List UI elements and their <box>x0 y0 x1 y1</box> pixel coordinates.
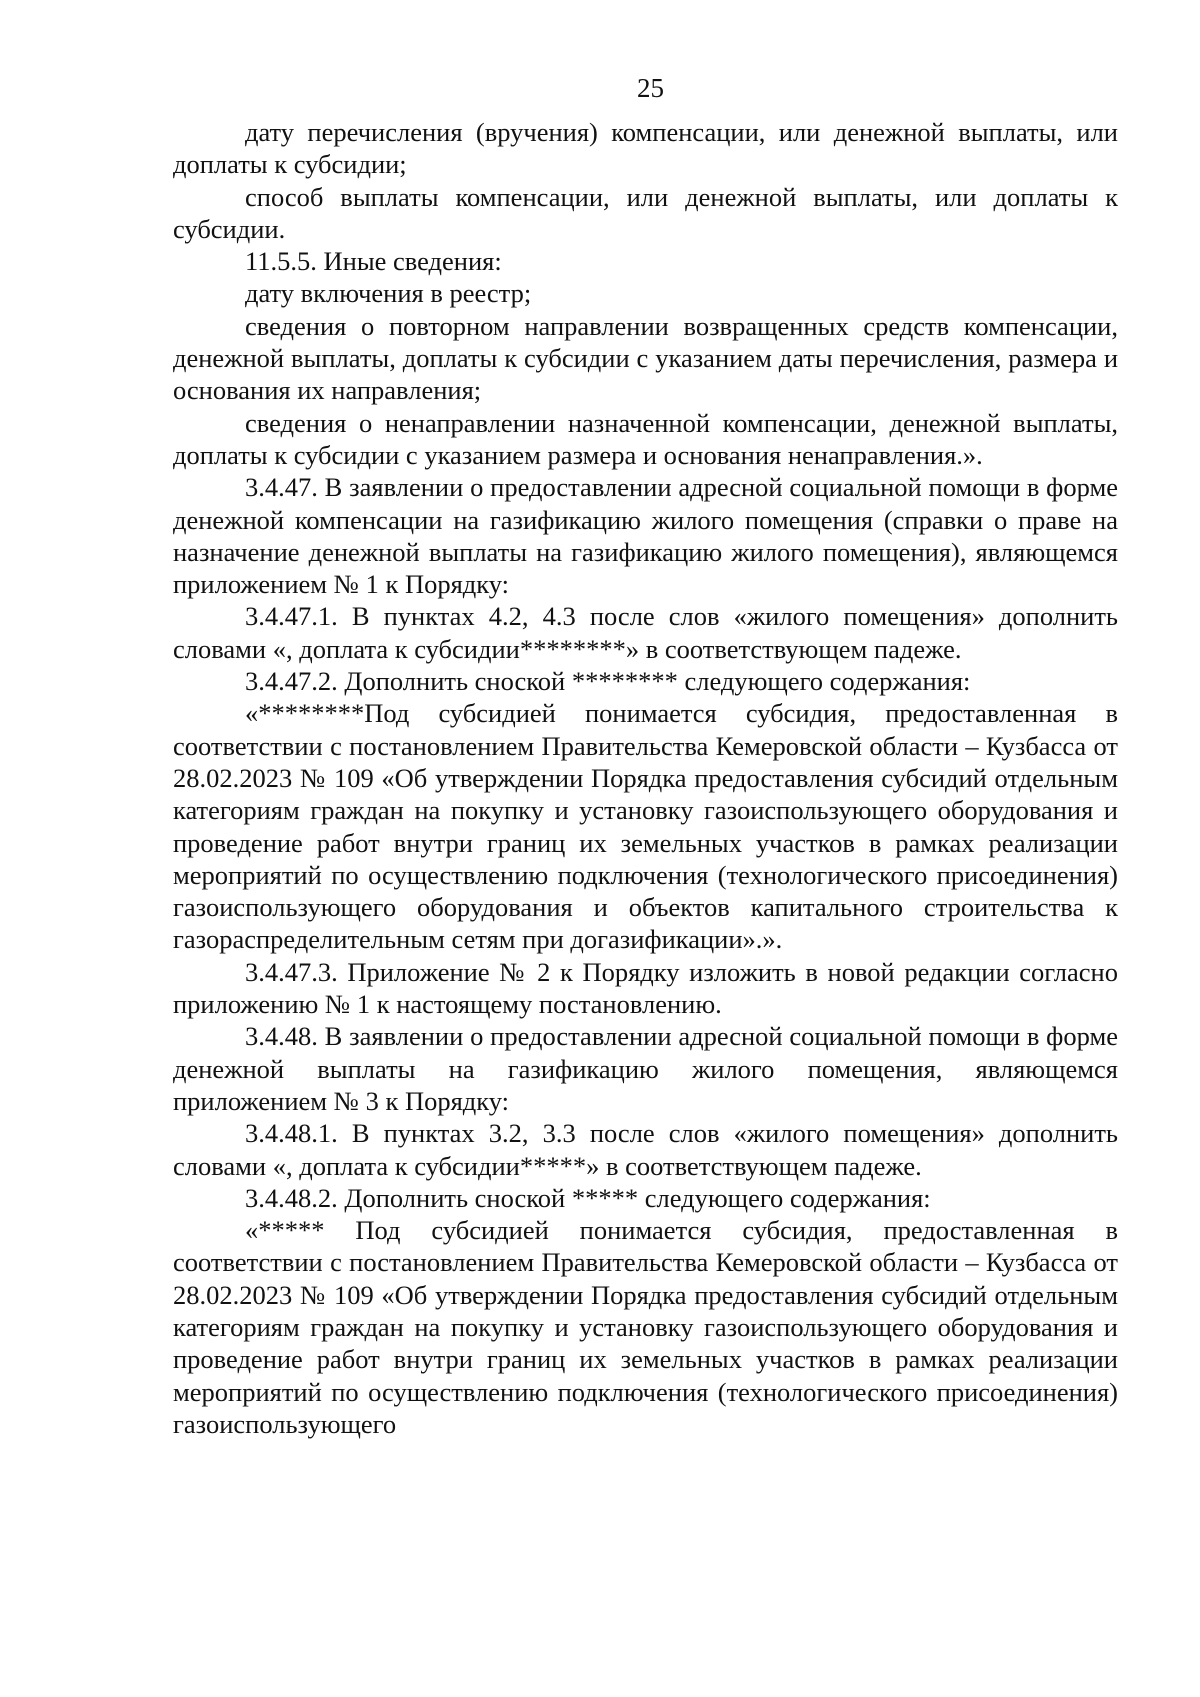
paragraph-other-info-heading: 11.5.5. Иные сведения: <box>245 246 502 277</box>
paragraph-registry-date: дату включения в реестр; <box>245 278 532 309</box>
paragraph-3-4-48-1: 3.4.48.1. В пунктах 3.2, 3.3 после слов «жилого помещения» дополнить словами «, доплата к субсидии*****» в соответствующем падеже. <box>173 1118 1118 1181</box>
document-body <box>173 116 1118 1440</box>
paragraph-resend-info: сведения о повторном направлении возвращенных средств компенсации, денежной выплаты, доплаты к субсидии с указанием даты перечисления, размера и основания их направления; <box>173 310 1118 406</box>
paragraph-3-4-47-3: 3.4.47.3. Приложение № 2 к Порядку изложить в новой редакции согласно приложению № 1 к настоящему постановлению. <box>173 956 1118 1020</box>
paragraph-non-send-info: сведения о ненаправлении назначенной компенсации, денежной выплаты, доплаты к субсидии с указанием размера и основания ненаправления.». <box>173 407 1118 470</box>
page-number: 25 <box>637 73 664 103</box>
document-page <box>173 72 1118 1440</box>
paragraph-3-4-47-1: 3.4.47.1. В пунктах 4.2, 4.3 после слов «жилого помещения» дополнить словами «, доплата к субсидии********» в соответствующем падеже. <box>173 601 1118 664</box>
paragraph-footnote-8-stars: «********Под субсидией понимается субсидия, предоставленная в соответствии с постановлением Правительства Кемеровской области – Кузбасса от 28.02.2023 № 109 «Об утверждении Порядка предоставления субсидий отдельным категориям граждан на покупку и установку газоиспользующего оборудования и проведение работ внутри границ их земельных участков в рамках реализации мероприятий по осуществлению подключения (технологического присоединения) газоиспользующего оборудования и объектов капитального строительства к газораспределительным сетям при догазификации».». <box>173 698 1118 955</box>
paragraph-footnote-5-stars: «***** Под субсидией понимается субсидия, предоставленная в соответствии с постановлением Правительства Кемеровской области – Кузбасса от 28.02.2023 № 109 «Об утверждении Порядка предоставления субсидий отдельным категориям граждан на покупку и установку газоиспользующего оборудования и проведение работ внутри границ их земельных участков в рамках реализации мероприятий по осуществлению подключения (технологического присоединения) газоиспользующего <box>173 1215 1118 1439</box>
paragraph-payment-method: способ выплаты компенсации, или денежной выплаты, или доплаты к субсидии. <box>173 181 1118 244</box>
paragraph-3-4-48: 3.4.48. В заявлении о предоставлении адресной социальной помощи в форме денежной выплаты на газификацию жилого помещения, являющемся приложением № 3 к Порядку: <box>173 1021 1118 1116</box>
paragraph-3-4-48-2: 3.4.48.2. Дополнить сноской ***** следующего содержания: <box>245 1182 931 1213</box>
paragraph-3-4-47: 3.4.47. В заявлении о предоставлении адресной социальной помощи в форме денежной компенсации на газификацию жилого помещения (справки о праве на назначение денежной выплаты на газификацию жилого помещения), являющемся приложением № 1 к Порядку: <box>173 472 1118 600</box>
paragraph-transfer-date: дату перечисления (вручения) компенсации, или денежной выплаты, или доплаты к субсидии; <box>173 117 1118 180</box>
paragraph-3-4-47-2: 3.4.47.2. Дополнить сноской ******** следующего содержания: <box>245 666 971 697</box>
